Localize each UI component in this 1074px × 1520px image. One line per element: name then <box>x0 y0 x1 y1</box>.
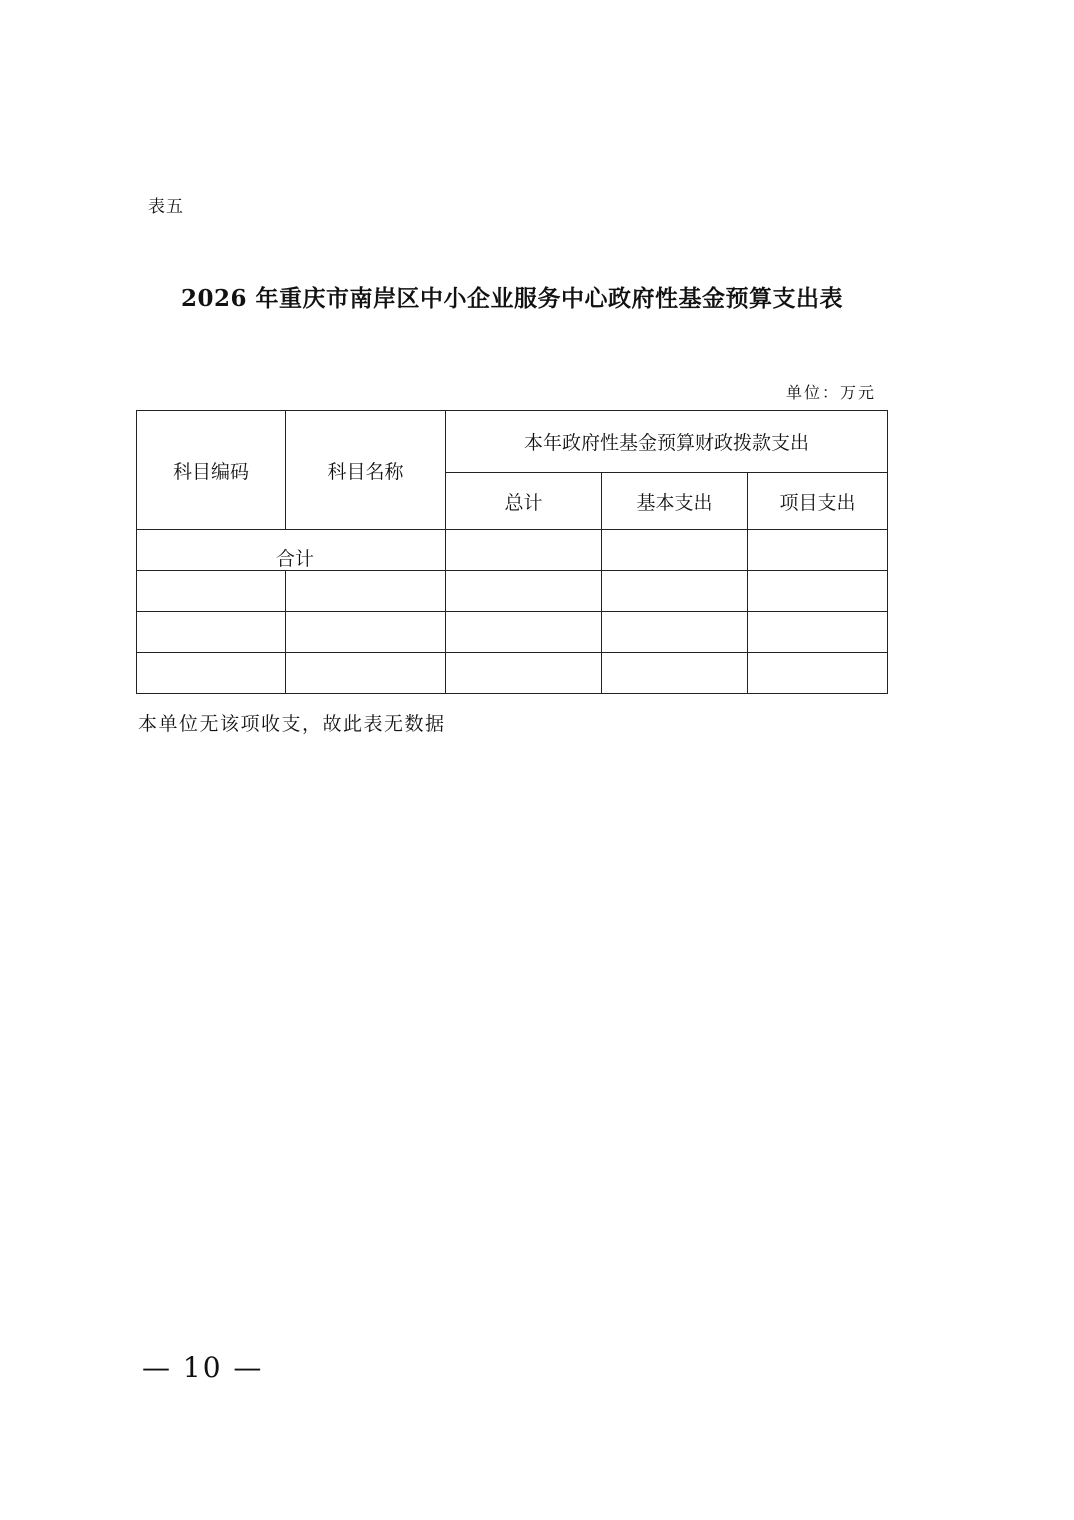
total-row-total <box>446 530 602 571</box>
total-row-label-cell <box>137 530 446 571</box>
document-title: 2026 年重庆市南岸区中小企业服务中心政府性基金预算支出表 <box>180 285 844 312</box>
table-cell <box>446 612 602 653</box>
table-cell <box>286 653 446 694</box>
total-row <box>137 530 888 571</box>
header-subject-name: 科目名称 <box>286 411 446 530</box>
table-cell <box>748 612 888 653</box>
no-data-note: 本单位无该项收支，故此表无数据 <box>138 713 446 735</box>
table-number-label: 表五 <box>148 197 184 217</box>
table-cell <box>748 571 888 612</box>
table-cell <box>602 571 748 612</box>
table-cell <box>446 571 602 612</box>
header-basic-expenditure: 基本支出 <box>602 473 748 530</box>
table-cell <box>602 653 748 694</box>
total-row-label: 合计 <box>275 547 314 570</box>
table-cell <box>137 653 286 694</box>
table-row <box>137 653 888 694</box>
table-cell <box>602 612 748 653</box>
header-fund-expenditure: 本年政府性基金预算财政拨款支出 <box>446 411 888 473</box>
table-cell <box>286 571 446 612</box>
table-row <box>137 571 888 612</box>
header-total: 总计 <box>446 473 602 530</box>
table-cell <box>446 653 602 694</box>
header-subject-code: 科目编码 <box>137 411 286 530</box>
page-number: — 10 — <box>142 1351 264 1384</box>
table-cell <box>286 612 446 653</box>
unit-label: 单位：万元 <box>785 383 876 402</box>
table-cell <box>137 571 286 612</box>
total-row-project <box>748 530 888 571</box>
header-row-1 <box>137 411 888 473</box>
table-cell <box>748 653 888 694</box>
table-row <box>137 612 888 653</box>
table-cell <box>137 612 286 653</box>
header-project-expenditure: 项目支出 <box>748 473 888 530</box>
total-row-basic <box>602 530 748 571</box>
budget-table <box>136 410 888 694</box>
